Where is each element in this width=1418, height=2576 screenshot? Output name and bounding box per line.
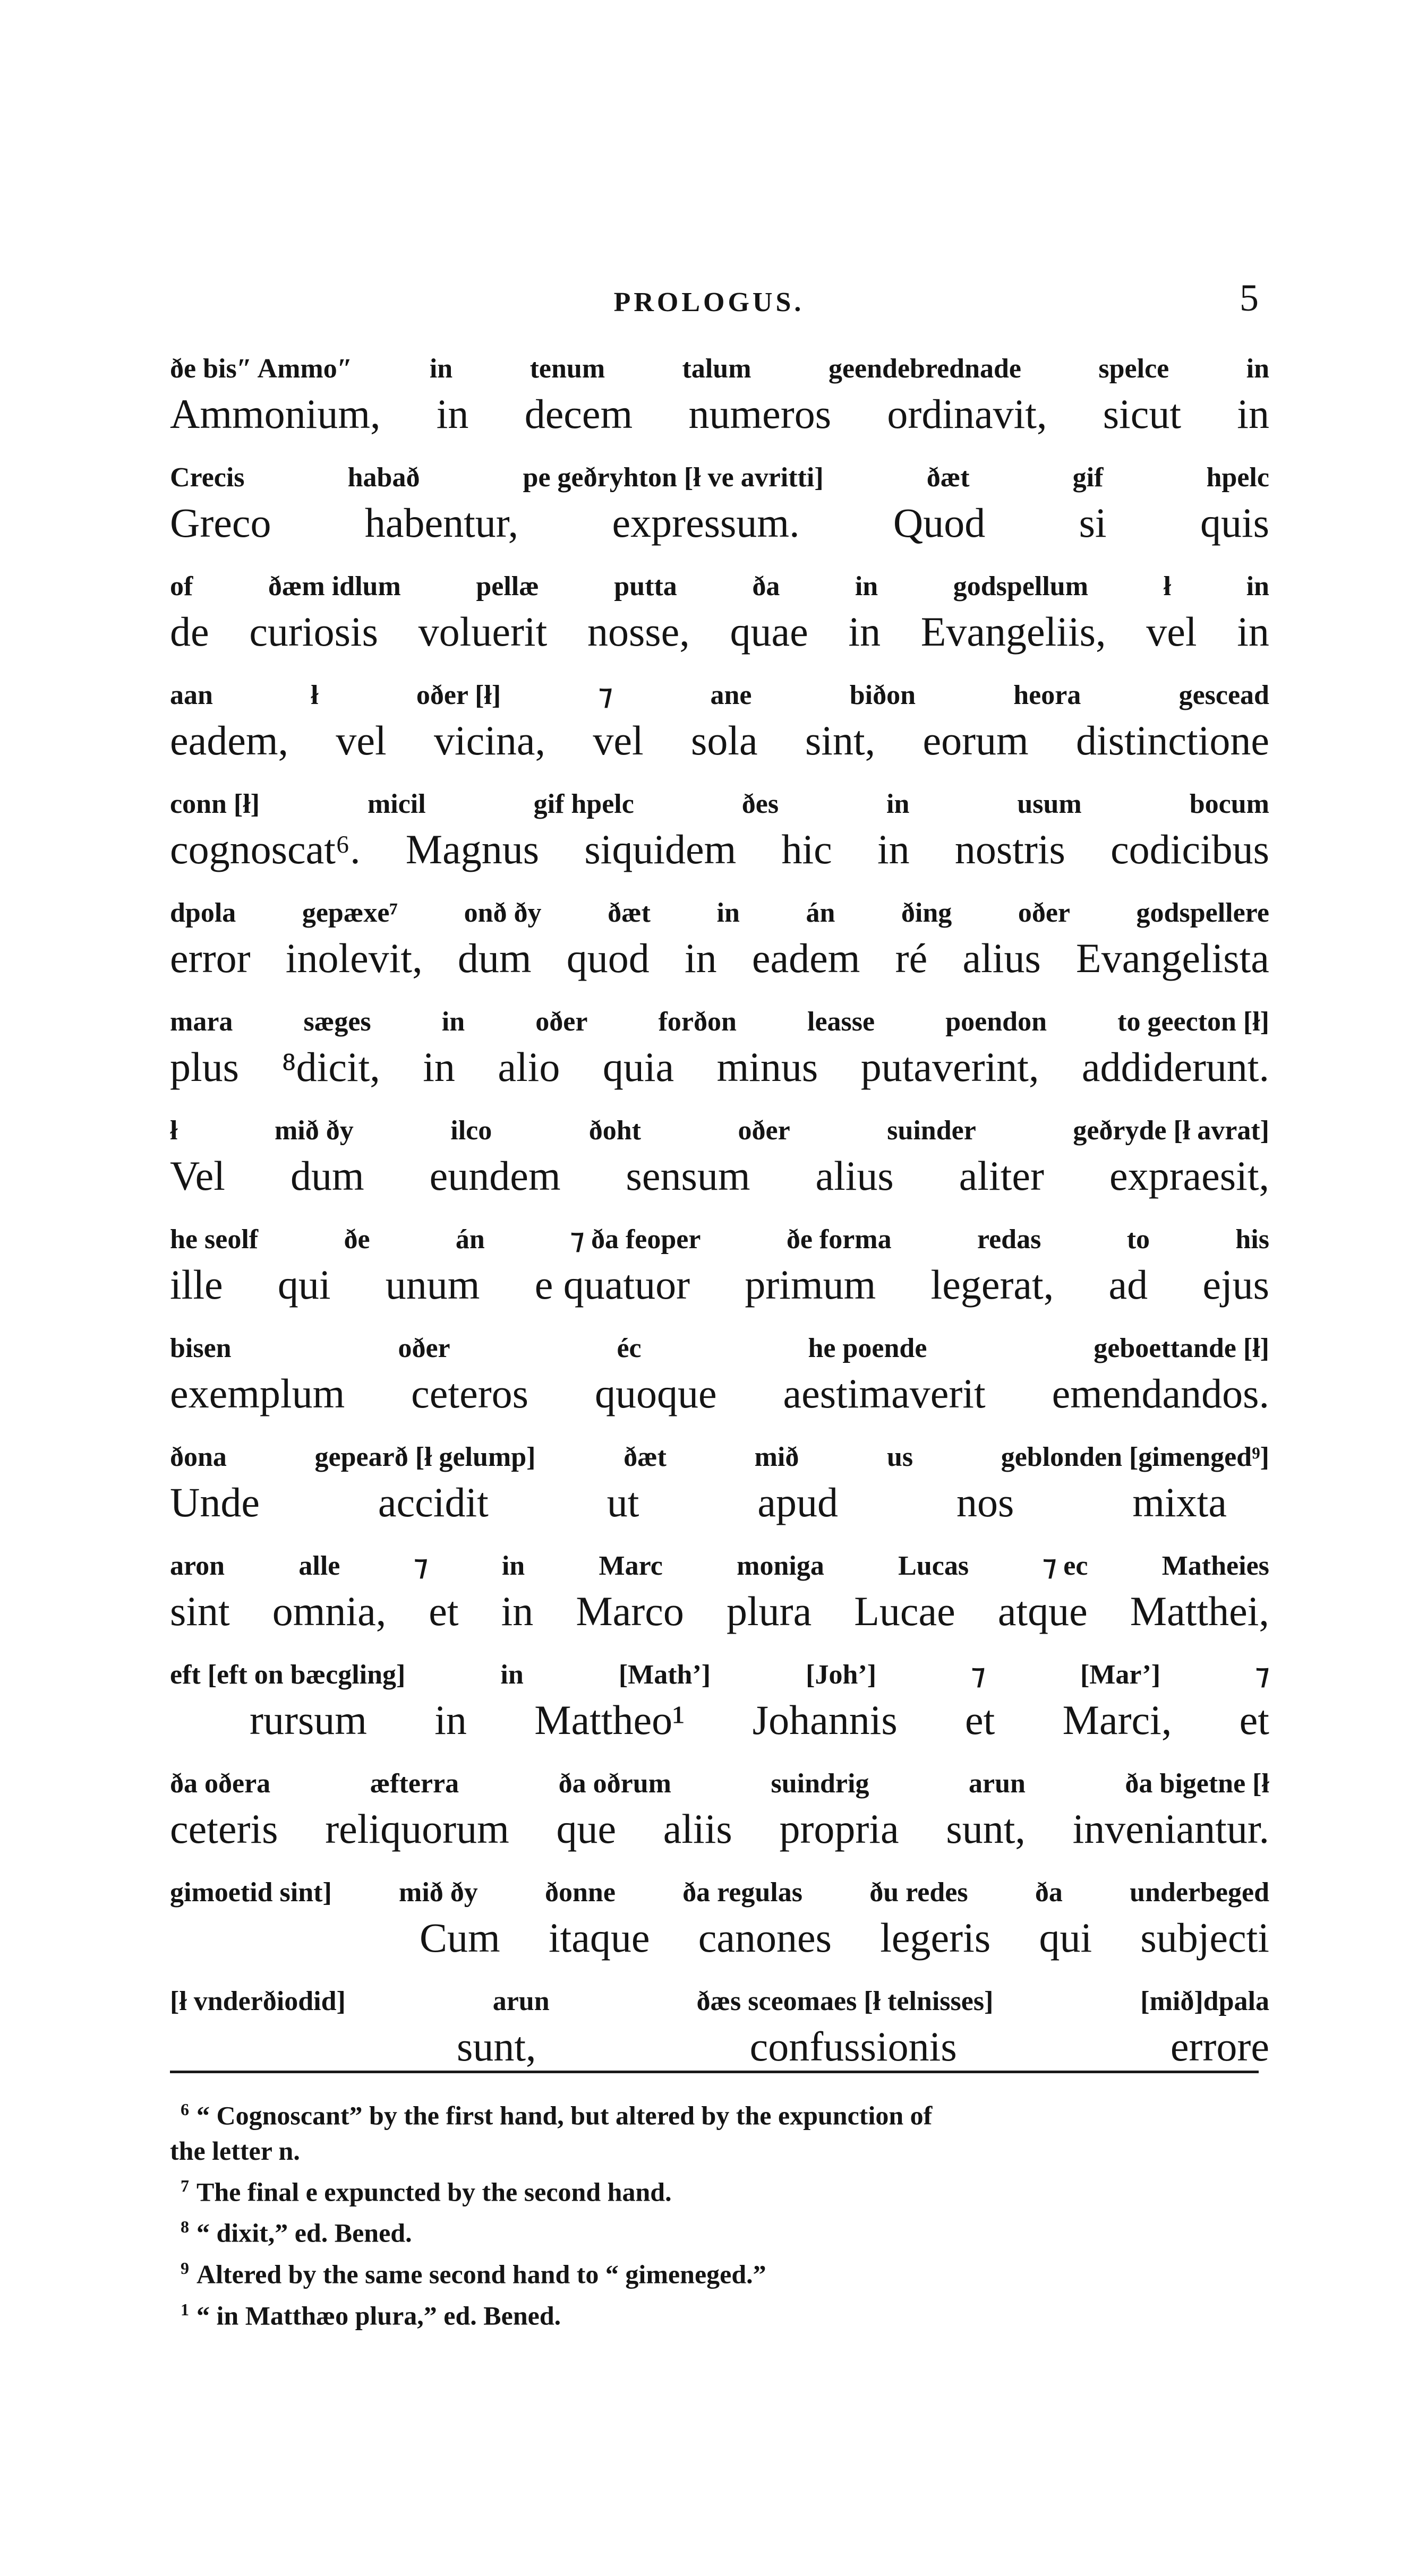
latin-word: omnia, xyxy=(272,1588,387,1634)
gloss-word: ⁊ xyxy=(414,1551,428,1581)
latin-word: in xyxy=(1237,391,1269,437)
latin-word: Ammonium, xyxy=(170,391,381,437)
gloss-word: oðer xyxy=(1018,898,1070,928)
latin-word: legeris xyxy=(880,1914,991,1961)
gloss-word: in xyxy=(855,571,878,602)
latin-word: habentur, xyxy=(364,500,519,546)
latin-word: sint, xyxy=(805,717,876,763)
gloss-word: habað xyxy=(347,462,420,493)
latin-word: sensum xyxy=(626,1153,750,1199)
gloss-word: aan xyxy=(170,680,213,710)
latin-word: in xyxy=(1237,608,1269,655)
gloss-word: ða oðrum xyxy=(558,1768,671,1799)
gloss-word: alle xyxy=(298,1551,340,1581)
gloss-word: in xyxy=(886,789,910,819)
interlinear-pair xyxy=(170,1874,1269,1983)
gloss-word: gif xyxy=(1072,462,1104,493)
latin-word: Unde xyxy=(170,1479,260,1525)
interlinear-pair xyxy=(170,1656,1269,1765)
latin-word: ré xyxy=(895,935,928,981)
gloss-word: ðu redes xyxy=(869,1877,968,1908)
gloss-word: to xyxy=(1126,1224,1150,1255)
footnote xyxy=(170,2092,1285,2133)
interlinear-pair xyxy=(170,1003,1269,1112)
latin-word: Marci, xyxy=(1062,1697,1172,1743)
gloss-word: ⁊ xyxy=(971,1660,985,1690)
latin-word: qui xyxy=(277,1261,331,1308)
latin-word: Greco xyxy=(170,500,271,546)
latin-word: eadem xyxy=(751,935,860,981)
latin-word: Mattheo¹ xyxy=(534,1697,685,1743)
latin-word: quod xyxy=(566,935,650,981)
latin-word: de xyxy=(170,608,209,655)
gloss-word: æfterra xyxy=(370,1768,459,1799)
old-english-gloss-line xyxy=(170,677,1269,714)
gloss-word: ðonne xyxy=(545,1877,616,1908)
latin-word: in xyxy=(423,1044,455,1090)
latin-word: nosse, xyxy=(587,608,690,655)
latin-word: primum xyxy=(745,1261,876,1308)
running-head: PROLOGUS. xyxy=(613,287,805,317)
gloss-word: arun xyxy=(968,1768,1026,1799)
latin-word: Lucae xyxy=(854,1588,955,1634)
gloss-word: éc xyxy=(617,1333,642,1363)
gloss-word: heora xyxy=(1013,680,1081,710)
old-english-gloss-line xyxy=(170,1003,1269,1041)
gloss-word: to geecton [ł] xyxy=(1117,1007,1269,1037)
latin-word: subjecti xyxy=(1140,1914,1269,1961)
gloss-word: ðe bis″ Ammo″ xyxy=(170,354,353,384)
latin-text-line xyxy=(170,496,1269,549)
footnote-text: “ Cognoscant” by the first hand, but altered by the expunction of xyxy=(197,2100,933,2131)
latin-word: qui xyxy=(1039,1914,1092,1961)
latin-word: in xyxy=(434,1697,467,1743)
latin-word: propria xyxy=(779,1806,899,1852)
latin-word: sunt, xyxy=(946,1806,1026,1852)
gloss-word: sæges xyxy=(303,1007,371,1037)
gloss-word: he seolf xyxy=(170,1224,259,1255)
latin-word: ille xyxy=(170,1261,223,1308)
gloss-word: geblonden [gimenged⁹] xyxy=(1001,1442,1269,1472)
interlinear-text xyxy=(170,350,1269,2092)
gloss-word: in xyxy=(501,1551,525,1581)
latin-word: Marco xyxy=(576,1588,684,1634)
latin-text-line xyxy=(170,1367,1269,1420)
gloss-word: oðer xyxy=(535,1007,588,1037)
interlinear-pair xyxy=(170,1548,1269,1656)
gloss-word: in xyxy=(500,1660,524,1690)
gloss-word: biðon xyxy=(849,680,916,710)
latin-word: quis xyxy=(1200,500,1269,546)
page-header xyxy=(0,276,1418,324)
latin-word: alio xyxy=(498,1044,560,1090)
gloss-word: án xyxy=(455,1224,485,1255)
latin-word: in xyxy=(436,391,469,437)
latin-word: error xyxy=(170,935,251,981)
old-english-gloss-line xyxy=(170,1874,1269,1911)
latin-word: confussionis xyxy=(749,2023,957,2070)
gloss-word: ðæt xyxy=(926,462,970,493)
latin-word: canones xyxy=(698,1914,832,1961)
gloss-word: ðæt xyxy=(608,898,651,928)
latin-word: quia xyxy=(602,1044,674,1090)
gloss-word: conn [ł] xyxy=(170,789,260,819)
latin-word: emendandos. xyxy=(1052,1370,1269,1416)
gloss-word: án xyxy=(806,898,835,928)
latin-word: rursum xyxy=(250,1697,367,1743)
gloss-word: in xyxy=(1246,571,1269,602)
gloss-word: Crecis xyxy=(170,462,245,493)
latin-word: ordinavit, xyxy=(887,391,1047,437)
latin-text-line xyxy=(170,1585,1269,1638)
latin-word: siquidem xyxy=(584,826,737,872)
gloss-word: moniga xyxy=(737,1551,824,1581)
latin-word: exemplum xyxy=(170,1370,345,1416)
latin-word: minus xyxy=(716,1044,818,1090)
gloss-word: ðoht xyxy=(588,1115,641,1146)
gloss-word: of xyxy=(170,571,193,602)
gloss-word: he poende xyxy=(808,1333,927,1363)
gloss-word: geðryde [ł avrat] xyxy=(1073,1115,1269,1146)
gloss-word: godspellum xyxy=(953,571,1089,602)
latin-word: eundem xyxy=(429,1153,561,1199)
latin-word: hic xyxy=(781,826,832,872)
gloss-word: mið xyxy=(754,1442,799,1472)
gloss-word: leasse xyxy=(807,1007,875,1037)
interlinear-pair xyxy=(170,350,1269,459)
latin-word: distinctione xyxy=(1076,717,1269,763)
old-english-gloss-line xyxy=(170,1221,1269,1258)
gloss-word: mið ðy xyxy=(399,1877,478,1908)
latin-word: putaverint, xyxy=(860,1044,1039,1090)
gloss-word: micil xyxy=(367,789,426,819)
latin-word: nos xyxy=(956,1479,1014,1525)
gloss-word: mara xyxy=(170,1007,233,1037)
latin-word: inveniantur. xyxy=(1072,1806,1269,1852)
footnote-text: Altered by the same second hand to “ gimeneged.” xyxy=(197,2259,766,2289)
footnote-mark: 1 xyxy=(181,2299,189,2319)
gloss-word: gepearð [ł gelump] xyxy=(314,1442,536,1472)
gloss-word: ⁊ ða feoper xyxy=(570,1224,701,1255)
latin-word: et xyxy=(965,1697,995,1743)
latin-word: sunt, xyxy=(457,2023,536,2070)
latin-text-line xyxy=(170,823,1269,876)
latin-word: accidit xyxy=(378,1479,489,1525)
gloss-word: gif hpelc xyxy=(533,789,634,819)
latin-word: expraesit, xyxy=(1109,1153,1269,1199)
latin-word: Cum xyxy=(420,1914,500,1961)
old-english-gloss-line xyxy=(170,1656,1269,1694)
old-english-gloss-line xyxy=(170,1439,1269,1476)
gloss-word: pellæ xyxy=(476,571,539,602)
latin-word: aestimaverit xyxy=(783,1370,986,1416)
gloss-word: gescead xyxy=(1178,680,1269,710)
gloss-word: eft [eft on bæcgling] xyxy=(170,1660,406,1690)
gloss-word: ⁊ ec xyxy=(1043,1551,1088,1581)
latin-word: ejus xyxy=(1202,1261,1269,1308)
footnote-mark: 6 xyxy=(181,2100,189,2119)
gloss-word: oðer [ł] xyxy=(416,680,501,710)
gloss-word: mið ðy xyxy=(274,1115,354,1146)
gloss-word: ðing xyxy=(901,898,952,928)
footnote-text: “ in Matthæo plura,” ed. Bened. xyxy=(197,2300,561,2331)
gloss-word: ane xyxy=(710,680,752,710)
gloss-word: ł xyxy=(311,680,319,710)
footnote xyxy=(170,2292,1285,2333)
gloss-word: [Math’] xyxy=(618,1660,711,1690)
latin-word: eorum xyxy=(922,717,1029,763)
latin-word: apud xyxy=(757,1479,839,1525)
latin-text-line xyxy=(170,714,1269,767)
gloss-word: aron xyxy=(170,1551,225,1581)
gloss-word: redas xyxy=(977,1224,1041,1255)
gloss-word: usum xyxy=(1017,789,1082,819)
footnote xyxy=(170,2209,1285,2251)
interlinear-pair xyxy=(170,895,1269,1003)
gloss-word: in xyxy=(1246,354,1269,384)
latin-word: expressum. xyxy=(612,500,800,546)
latin-word: Vel xyxy=(170,1153,225,1199)
interlinear-pair xyxy=(170,677,1269,786)
interlinear-pair xyxy=(170,1221,1269,1330)
old-english-gloss-line xyxy=(170,350,1269,388)
gloss-word: bisen xyxy=(170,1333,232,1363)
footnote xyxy=(170,2251,1285,2292)
gloss-word: ðæt xyxy=(623,1442,667,1472)
gloss-word: hpelc xyxy=(1206,462,1269,493)
gloss-word: arun xyxy=(492,1986,550,2016)
gloss-word: suindrig xyxy=(771,1768,869,1799)
gloss-word: ðes xyxy=(741,789,779,819)
latin-word: Evangeliis, xyxy=(920,608,1106,655)
latin-word: ut xyxy=(607,1479,639,1525)
gloss-word: ða regulas xyxy=(682,1877,802,1908)
gloss-word: gimoetid sint] xyxy=(170,1877,332,1908)
footnote-text: the letter n. xyxy=(170,2135,300,2166)
latin-word: vel xyxy=(336,717,387,763)
gloss-word: geboettande [ł] xyxy=(1094,1333,1269,1363)
latin-word: dum xyxy=(457,935,532,981)
gloss-word: bocum xyxy=(1189,789,1269,819)
latin-word: si xyxy=(1079,500,1107,546)
old-english-gloss-line xyxy=(170,1330,1269,1367)
old-english-gloss-line xyxy=(170,568,1269,605)
interlinear-pair xyxy=(170,786,1269,895)
interlinear-pair xyxy=(170,1112,1269,1221)
latin-word: errore xyxy=(1170,2023,1269,2070)
interlinear-pair xyxy=(170,1330,1269,1439)
latin-text-line xyxy=(170,932,1269,985)
latin-word: quae xyxy=(730,608,808,655)
latin-word: aliter xyxy=(959,1153,1044,1199)
latin-word: alius xyxy=(815,1153,894,1199)
latin-word: et xyxy=(1239,1697,1269,1743)
footnote-mark: 8 xyxy=(181,2217,189,2237)
latin-text-line xyxy=(170,605,1269,658)
gloss-word: oðer xyxy=(738,1115,790,1146)
gloss-word: us xyxy=(886,1442,913,1472)
footnote-text: “ dixit,” ed. Bened. xyxy=(197,2218,412,2248)
footnotes xyxy=(170,2092,1285,2333)
latin-word: reliquorum xyxy=(325,1806,509,1852)
gloss-word: [ł vnderðiodid] xyxy=(170,1986,346,2016)
gloss-word: in xyxy=(429,354,453,384)
gloss-word: gepæxe⁷ xyxy=(302,898,398,928)
latin-word: addiderunt. xyxy=(1081,1044,1269,1090)
latin-word: inolevit, xyxy=(285,935,423,981)
latin-word: curiosis xyxy=(249,608,378,655)
latin-word: ⁸dicit, xyxy=(281,1044,380,1090)
latin-word: cognoscat⁶. xyxy=(170,826,361,872)
gloss-word: onð ðy xyxy=(464,898,542,928)
latin-word: ad xyxy=(1108,1261,1148,1308)
gloss-word: in xyxy=(716,898,740,928)
gloss-word: ðæm idlum xyxy=(268,571,401,602)
latin-text-line xyxy=(170,1041,1269,1094)
interlinear-pair xyxy=(170,1765,1269,1874)
gloss-word: ða xyxy=(752,571,780,602)
old-english-gloss-line xyxy=(170,786,1269,823)
latin-word: Matthei, xyxy=(1130,1588,1269,1634)
latin-word: dum xyxy=(290,1153,364,1199)
latin-word: alius xyxy=(962,935,1041,981)
gloss-word: forðon xyxy=(658,1007,737,1037)
gloss-word: ða bigetne [ł xyxy=(1125,1768,1269,1799)
gloss-word: godspellere xyxy=(1136,898,1269,928)
gloss-word: [mið]dpala xyxy=(1140,1986,1269,2016)
latin-word: plus xyxy=(170,1044,240,1090)
latin-text-line xyxy=(170,1258,1269,1311)
gloss-word: Marc xyxy=(599,1551,663,1581)
latin-text-line xyxy=(170,2020,1269,2073)
latin-text-line xyxy=(170,1149,1269,1203)
footnote-mark: 7 xyxy=(181,2176,189,2195)
latin-word: itaque xyxy=(548,1914,650,1961)
latin-word: ceteros xyxy=(411,1370,529,1416)
latin-word: in xyxy=(501,1588,534,1634)
latin-word: aliis xyxy=(663,1806,732,1852)
latin-word: codicibus xyxy=(1111,826,1269,872)
gloss-word: ðæs sceomaes [ł telnisses] xyxy=(696,1986,994,2016)
latin-word: e quatuor xyxy=(534,1261,690,1308)
latin-word: ceteris xyxy=(170,1806,278,1852)
latin-text-line xyxy=(170,1694,1269,1747)
gloss-word: ł xyxy=(170,1115,178,1146)
latin-word: Quod xyxy=(893,500,986,546)
latin-word: sola xyxy=(690,717,758,763)
latin-word: plura xyxy=(726,1588,812,1634)
gloss-word: Lucas xyxy=(898,1551,969,1581)
latin-word: sicut xyxy=(1103,391,1182,437)
latin-word: vel xyxy=(1146,608,1197,655)
gloss-word: underbeged xyxy=(1130,1877,1269,1908)
latin-word: nostris xyxy=(954,826,1065,872)
latin-text-line xyxy=(170,1802,1269,1856)
latin-word: in xyxy=(848,608,881,655)
gloss-word: [Joh’] xyxy=(806,1660,877,1690)
latin-word: voluerit xyxy=(418,608,548,655)
gloss-word: ðe xyxy=(344,1224,370,1255)
footnote-mark: 9 xyxy=(181,2258,189,2278)
interlinear-pair xyxy=(170,568,1269,677)
gloss-word: ⁊ xyxy=(599,680,613,710)
old-english-gloss-line xyxy=(170,1548,1269,1585)
gloss-word: [Mar’] xyxy=(1080,1660,1161,1690)
gloss-word: oðer xyxy=(398,1333,450,1363)
latin-word: Magnus xyxy=(405,826,540,872)
interlinear-pair xyxy=(170,1983,1269,2092)
footnote-rule xyxy=(170,2071,1259,2073)
gloss-word: his xyxy=(1235,1224,1269,1255)
footnote-text: The final e expuncted by the second hand. xyxy=(197,2177,672,2207)
latin-word: eadem, xyxy=(170,717,289,763)
latin-word: Evangelista xyxy=(1076,935,1269,981)
latin-word: decem xyxy=(524,391,633,437)
old-english-gloss-line xyxy=(170,895,1269,932)
latin-text-line xyxy=(170,388,1269,441)
gloss-word: dpola xyxy=(170,898,236,928)
latin-word: Johannis xyxy=(752,1697,898,1743)
latin-word: mixta xyxy=(1132,1479,1227,1525)
gloss-word: Matheies xyxy=(1161,1551,1269,1581)
gloss-word: ⁊ xyxy=(1255,1660,1269,1690)
old-english-gloss-line xyxy=(170,1983,1269,2020)
gloss-word: ðona xyxy=(170,1442,227,1472)
old-english-gloss-line xyxy=(170,459,1269,496)
gloss-word: poendon xyxy=(945,1007,1047,1037)
gloss-word: ða xyxy=(1035,1877,1063,1908)
footnote xyxy=(170,2168,1285,2210)
latin-word: numeros xyxy=(688,391,832,437)
latin-word: quoque xyxy=(594,1370,717,1416)
gloss-word: ł xyxy=(1163,571,1172,602)
latin-text-line xyxy=(170,1476,1269,1529)
latin-word: legerat, xyxy=(930,1261,1054,1308)
old-english-gloss-line xyxy=(170,1112,1269,1149)
gloss-word: geendebrednade xyxy=(828,354,1021,384)
page-number: 5 xyxy=(1240,277,1259,319)
interlinear-pair xyxy=(170,1439,1269,1548)
latin-word: unum xyxy=(385,1261,480,1308)
gloss-word: putta xyxy=(614,571,677,602)
gloss-word: in xyxy=(441,1007,465,1037)
latin-word: sint xyxy=(170,1588,230,1634)
latin-text-line xyxy=(170,1911,1269,1964)
interlinear-pair xyxy=(170,459,1269,568)
footnote xyxy=(170,2133,1285,2168)
latin-word: vel xyxy=(593,717,644,763)
gloss-word: pe geðryhton [ł ve avritti] xyxy=(523,462,824,493)
gloss-word: spelce xyxy=(1098,354,1169,384)
latin-word: que xyxy=(556,1806,617,1852)
gloss-word: ðe forma xyxy=(786,1224,892,1255)
gloss-word: ða oðera xyxy=(170,1768,271,1799)
gloss-word: talum xyxy=(682,354,751,384)
gloss-word: tenum xyxy=(529,354,605,384)
latin-word: in xyxy=(684,935,717,981)
latin-word: et xyxy=(429,1588,459,1634)
gloss-word: ilco xyxy=(450,1115,492,1146)
latin-word: atque xyxy=(997,1588,1088,1634)
latin-word: in xyxy=(877,826,910,872)
latin-word: vicina, xyxy=(433,717,546,763)
old-english-gloss-line xyxy=(170,1765,1269,1802)
gloss-word: suinder xyxy=(887,1115,976,1146)
